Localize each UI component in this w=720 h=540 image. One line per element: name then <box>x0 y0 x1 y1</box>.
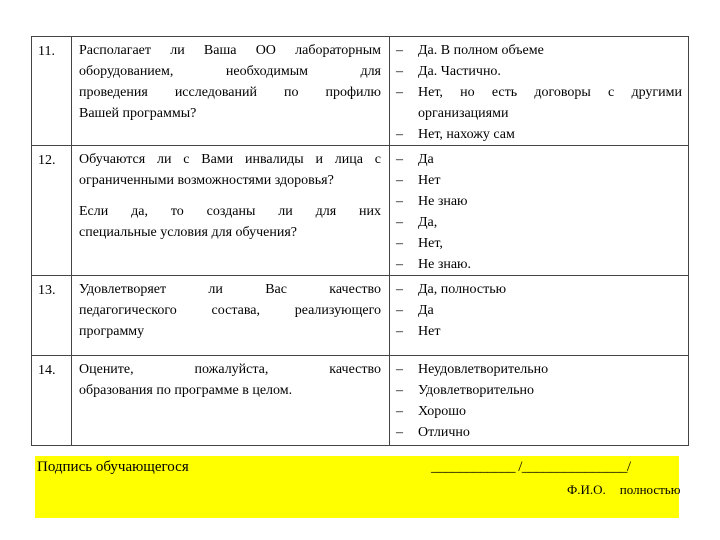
dash-marker: – <box>396 362 403 377</box>
option-label: Удовлетворительно <box>418 383 535 398</box>
question-line: Удовлетворяет ли Вас качество <box>79 282 381 297</box>
answer-option[interactable] <box>396 233 682 254</box>
answer-option[interactable] <box>396 82 682 103</box>
question-line: оборудованием, необходимым для <box>79 64 381 79</box>
question-line: проведения исследований по профилю <box>79 85 381 100</box>
answer-option[interactable] <box>396 170 682 191</box>
answer-option[interactable] <box>396 212 682 233</box>
question-number: 13. <box>32 276 72 356</box>
question-text <box>72 37 390 146</box>
option-label: Нет, <box>418 236 443 251</box>
answer-option[interactable] <box>396 422 682 443</box>
answer-option[interactable] <box>396 401 682 422</box>
question-number: 12. <box>32 146 72 276</box>
option-label: Нет <box>418 173 441 188</box>
option-label: Не знаю. <box>418 257 472 272</box>
question-line: Оцените, пожалуйста, качество <box>79 362 381 377</box>
question-line: образования по программе в целом. <box>79 383 293 398</box>
dash-marker: – <box>396 64 403 79</box>
question-number: 14. <box>32 356 72 446</box>
answer-option[interactable] <box>396 380 682 401</box>
dash-marker: – <box>396 303 403 318</box>
question-text <box>72 146 390 276</box>
sub-question-line: специальные условия для обучения? <box>79 225 297 240</box>
answer-options <box>390 146 689 276</box>
answer-options <box>390 276 689 356</box>
dash-marker: – <box>396 324 403 339</box>
question-number: 11. <box>32 37 72 146</box>
answer-options <box>390 37 689 146</box>
option-label: Нет <box>418 324 441 339</box>
option-label: Отлично <box>418 425 470 440</box>
option-label: Да <box>418 303 434 318</box>
questionnaire-table <box>31 36 689 446</box>
answer-option[interactable] <box>396 40 682 61</box>
fio-label: Ф.И.О. <box>567 482 606 497</box>
signature-label: Подпись обучающегося <box>37 459 189 475</box>
dash-marker: – <box>396 404 403 419</box>
dash-marker: – <box>396 173 403 188</box>
option-label: Да, полностью <box>418 282 507 297</box>
option-label: Да <box>418 152 434 167</box>
sub-question-line: Если да, то созданы ли для них <box>79 204 381 219</box>
option-label: Да, <box>418 215 438 230</box>
question-line: ограниченными возможностями здоровья? <box>79 173 334 188</box>
option-label: Да. В полном объеме <box>418 43 544 58</box>
option-label: организациями <box>418 106 509 121</box>
question-row-13 <box>32 276 689 356</box>
answer-option[interactable] <box>396 191 682 212</box>
fio-note: полностью <box>619 482 681 497</box>
fio-caption <box>567 482 680 498</box>
answer-option[interactable] <box>396 279 682 300</box>
dash-marker: – <box>396 43 403 58</box>
question-row-14 <box>32 356 689 446</box>
answer-option[interactable] <box>396 300 682 321</box>
dash-marker: – <box>396 425 403 440</box>
option-label: Да. Частично. <box>418 64 501 79</box>
question-line: Обучаются ли с Вами инвалиды и лица с <box>79 152 381 167</box>
question-text <box>72 276 390 356</box>
answer-option[interactable] <box>396 359 682 380</box>
answer-option-continuation <box>396 103 682 124</box>
answer-option[interactable] <box>396 254 682 275</box>
dash-marker: – <box>396 152 403 167</box>
question-line: Вашей программы? <box>79 106 197 121</box>
question-text <box>72 356 390 446</box>
question-line: программу <box>79 324 145 339</box>
dash-marker: – <box>396 85 403 100</box>
answer-option[interactable] <box>396 61 682 82</box>
option-label: Нет, нахожу сам <box>418 127 515 142</box>
dash-marker: – <box>396 194 403 209</box>
dash-marker: – <box>396 257 403 272</box>
signature-block <box>35 456 679 518</box>
question-line: Располагает ли Ваша ОО лабораторным <box>79 43 381 58</box>
dash-marker: – <box>396 215 403 230</box>
option-label: Неудовлетворительно <box>418 362 549 377</box>
answer-option[interactable] <box>396 149 682 170</box>
question-line: педагогического состава, реализующего <box>79 303 381 318</box>
option-label: Не знаю <box>418 194 468 209</box>
option-label: Нет, но есть договоры с другими <box>418 85 682 100</box>
option-label: Хорошо <box>418 404 467 419</box>
dash-marker: – <box>396 127 403 142</box>
answer-options <box>390 356 689 446</box>
answer-option[interactable] <box>396 321 682 342</box>
dash-marker: – <box>396 236 403 251</box>
dash-marker: – <box>396 383 403 398</box>
signature-blank-line[interactable]: ____________ /_______________/ <box>431 459 631 475</box>
dash-marker: – <box>396 282 403 297</box>
question-row-11 <box>32 37 689 146</box>
answer-option[interactable] <box>396 124 682 145</box>
question-row-12 <box>32 146 689 276</box>
